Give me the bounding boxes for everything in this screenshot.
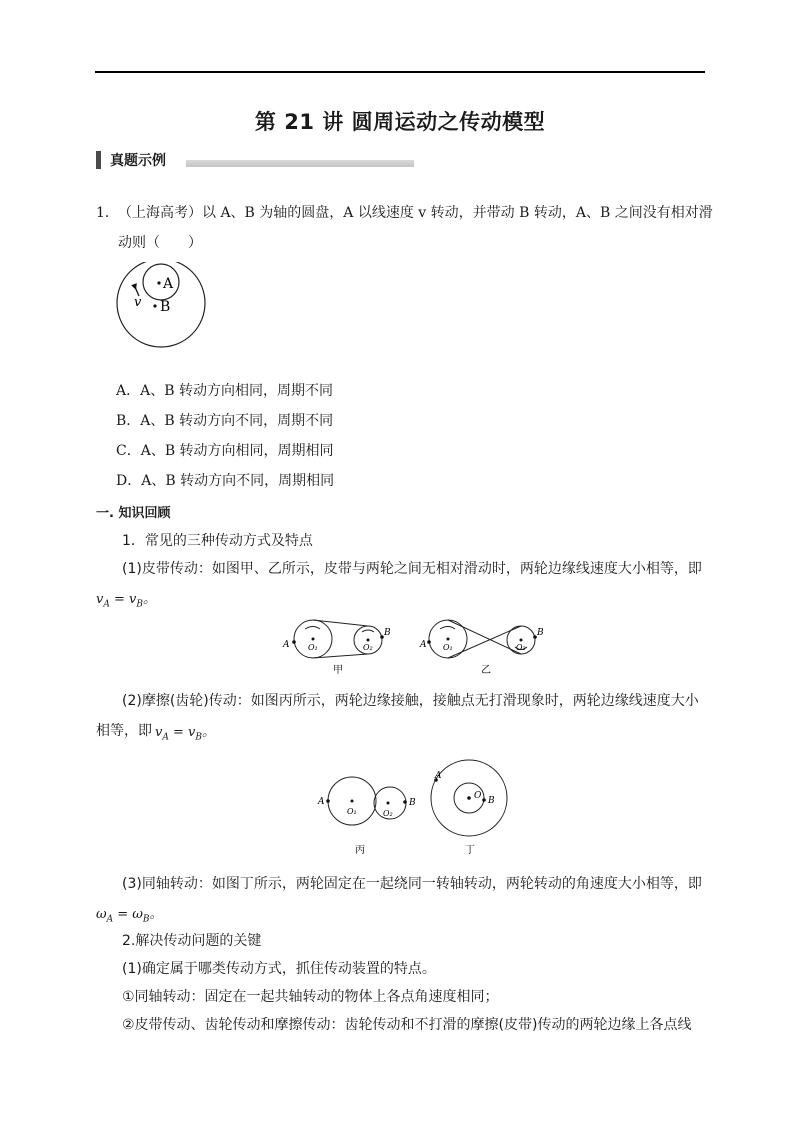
diagram-ding [428, 752, 512, 862]
option-c: C．A、B 转动方向相同，周期相同 [116, 443, 334, 459]
ding-point-b [482, 798, 486, 802]
yi-label-a: A [420, 640, 427, 650]
jia-label-o2: O₂ [363, 643, 373, 652]
point-a [157, 281, 160, 284]
bing-label-o1: O₁ [347, 807, 357, 816]
belt-equation: $v_A = v_B$。 [96, 592, 157, 610]
option-b: B．A、B 转动方向不同，周期不同 [116, 413, 334, 429]
friction-prefix: 相等，即 [96, 723, 152, 739]
yi-label-b: B [537, 628, 544, 638]
question-stem-line1: （上海高考）以 A、B 为轴的圆盘，A 以线速度 v 转动，并带动 B 转动，A、B 之间没有相对滑 [118, 205, 713, 221]
bing-label-a: A [318, 797, 325, 807]
diagram-bing [314, 774, 422, 860]
question-stem-line2: 动则（ ） [118, 235, 202, 251]
jia-rotation-arrow-icon-2 [362, 630, 374, 632]
disc-a [143, 264, 179, 300]
bing-center-2 [387, 802, 390, 805]
ding-label-o: O [474, 791, 482, 801]
bing-point-a [326, 799, 330, 803]
disc-figure [115, 262, 215, 352]
yi-belt-cross-2 [448, 626, 521, 658]
coaxial-equation: $\omega_A = \omega_B$。 [96, 907, 163, 925]
ding-center [467, 796, 471, 800]
jia-label-o1: O₁ [308, 643, 318, 652]
review-heading: 一. 知识回顾 [96, 506, 171, 521]
yi-center-2 [520, 639, 523, 642]
label-a: A [163, 276, 174, 292]
yi-point-a [427, 640, 431, 644]
ding-label-a: A [435, 771, 442, 781]
bing-caption: 丙 [355, 845, 365, 856]
jia-belt-top [313, 620, 368, 626]
review-subheading-2: 2.解决传动问题的关键 [122, 933, 262, 949]
yi-rotation-arrow-icon [440, 627, 455, 630]
diagram-yi [418, 617, 548, 677]
friction-description: (2)摩擦(齿轮)传动：如图丙所示，两轮边缘接触，接触点无打滑现象时，两轮边缘线速度大小 [122, 693, 699, 709]
section-title: 真题示例 [110, 153, 166, 169]
section-marker [96, 151, 101, 169]
bing-point-b [403, 800, 407, 804]
key-point-1: (1)确定属于哪类传动方式，抓住传动装置的特点。 [122, 961, 436, 977]
jia-rotation-arrow-icon [305, 627, 320, 630]
option-a: A．A、B 转动方向相同，周期不同 [116, 383, 333, 399]
point-b [153, 304, 156, 307]
page-title: 第 21 讲 圆周运动之传动模型 [254, 110, 546, 134]
jia-label-b: B [384, 628, 391, 638]
velocity-arrow-icon [131, 283, 139, 291]
yi-label-o1: O₁ [443, 643, 453, 652]
jia-label-a: A [283, 640, 290, 650]
bing-center-1 [351, 800, 354, 803]
review-subheading-1: 1．常见的三种传动方式及特点 [122, 533, 313, 549]
label-v: v [134, 295, 142, 310]
bing-label-o2: O₂ [383, 809, 393, 818]
yi-center-1 [447, 638, 450, 641]
option-d: D．A、B 转动方向不同，周期相同 [116, 473, 335, 489]
question-number: 1． [96, 205, 119, 221]
ding-label-b: B [488, 796, 495, 806]
yi-caption: 乙 [481, 665, 491, 676]
key-point-2: ①同轴转动：固定在一起共轴转动的物体上各点角速度相同； [122, 989, 499, 1005]
top-rule [95, 71, 705, 73]
ding-caption: 丁 [465, 845, 475, 856]
diagram-jia [280, 617, 392, 677]
jia-point-a [292, 640, 296, 644]
coaxial-description: (3)同轴转动：如图丁所示，两轮固定在一起绕同一转轴转动，两轮转动的角速度大小相等，即 [122, 876, 702, 892]
yi-label-o2: O₂ [516, 643, 526, 652]
jia-center-1 [312, 638, 315, 641]
section-divider [186, 160, 414, 167]
belt-description: (1)皮带传动：如图甲、乙所示，皮带与两轮之间无相对滑动时，两轮边缘线速度大小相等，即 [122, 561, 702, 577]
bing-label-b: B [409, 798, 416, 808]
friction-equation: $v_A = v_B$。 [155, 725, 216, 743]
jia-center-2 [367, 639, 370, 642]
label-b: B [160, 299, 171, 315]
key-point-3: ②皮带传动、齿轮传动和摩擦传动：齿轮传动和不打滑的摩擦(皮带)传动的两轮边缘上各点线 [122, 1017, 692, 1033]
yi-belt-cross-1 [448, 620, 521, 654]
jia-caption: 甲 [333, 665, 343, 676]
